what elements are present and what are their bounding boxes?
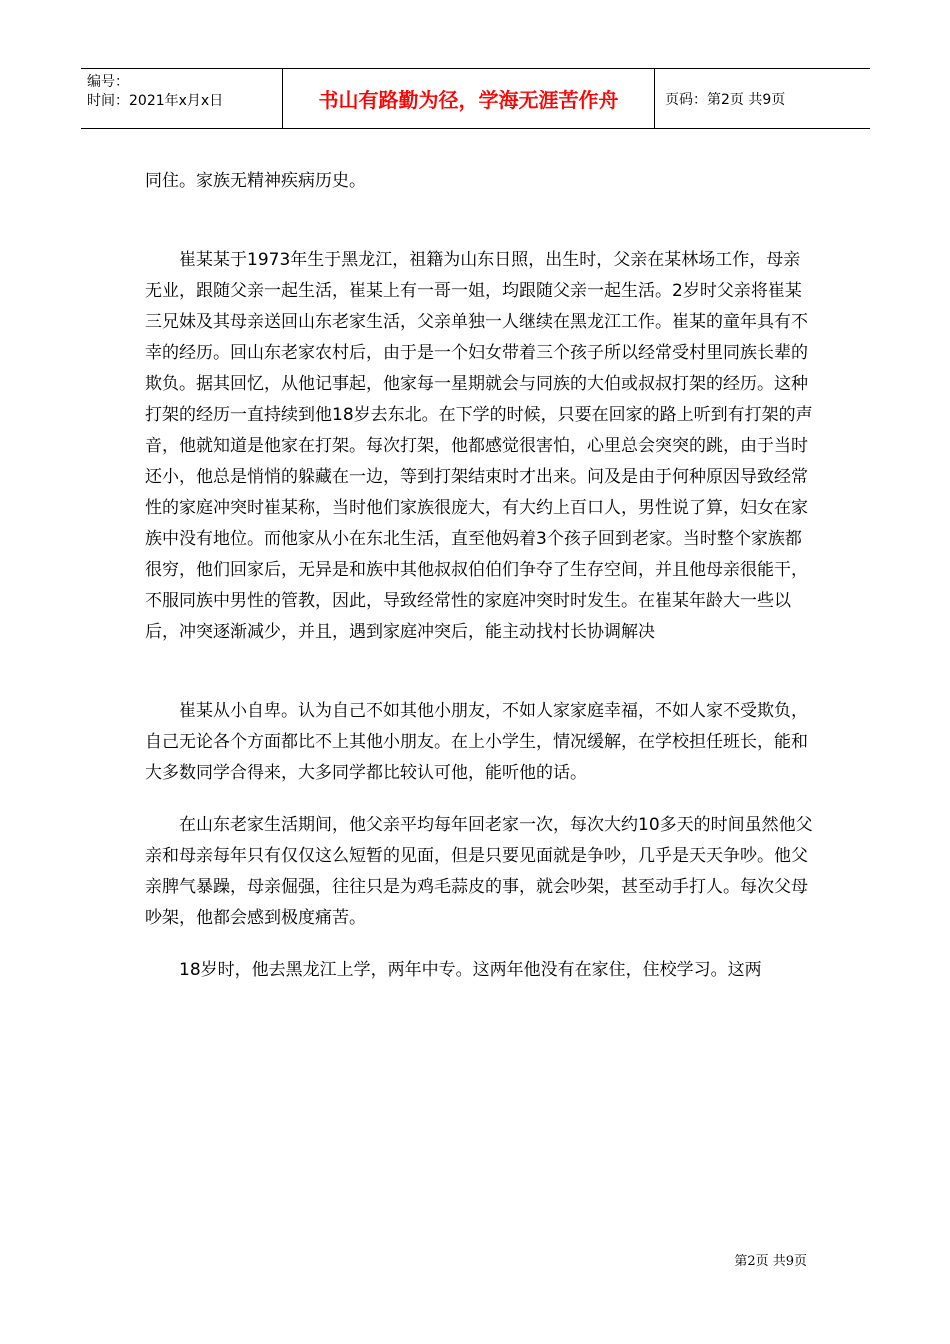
motto-text: 书山有路勤为径，学海无涯苦作舟 — [318, 88, 619, 112]
page-footer: 第2页 共9页 — [734, 1254, 807, 1269]
code-label: 编号： — [87, 74, 129, 90]
paragraph: 同住。家族无精神疾病历史。 — [145, 171, 366, 191]
paragraph: 在山东老家生活期间，他父亲平均每年回老家一次，每次大约10多天的时间虽然他父亲和母亲每年只有仅仅这么短暂的见面，但是只要见面就是争吵，几乎是天天争吵。他父亲脾气暴躁，母亲倔强，往往只是为鸡毛蒜皮的事，就会吵架，甚至动手打人。每次父母吵架，他都会感到极度痛苦。 — [145, 815, 813, 928]
paragraph: 18岁时，他去黑龙江上学，两年中专。这两年他没有在家住，住校学习。这两 — [179, 960, 762, 980]
paragraph: 崔某从小自卑。认为自己不如其他小朋友，不如人家家庭幸福，不如人家不受欺负，自己无论各个方面都比不上其他小朋友。在上小学生，情况缓解，在学校担任班长，能和大多数同学合得来，大多同学都比较认可他，能听他的话。 — [145, 701, 808, 783]
document-body — [145, 166, 817, 986]
header-page-label: 页码：第2页 共9页 — [665, 91, 786, 108]
header-meta-cell — [81, 69, 282, 128]
time-label: 时间：2021年x月x日 — [87, 93, 224, 109]
header-table — [81, 68, 870, 129]
header-motto-cell — [282, 69, 655, 128]
paragraph: 崔某某于1973年生于黑龙江，祖籍为山东日照，出生时，父亲在某林场工作，母亲无业，跟随父亲一起生活，崔某上有一哥一姐，均跟随父亲一起生活。2岁时父亲将崔某三兄妹及其母亲送回山东老家生活，父亲单独一人继续在黑龙江工作。崔某的童年具有不幸的经历。回山东老家农村后，由于是一个妇女带着三个孩子所以经常受村里同族长辈的欺负。据其回忆，从他记事起，他家每一星期就会与同族的大伯或叔叔打架的经历。这种打架的经历一直持续到他18岁去东北。在下学的时候，只要在回家的路上听到有打架的声音，他就知道是他家在打架。每次打架，他都感觉很害怕，心里总会突突的跳，由于当时还小，他总是悄悄的躲藏在一边，等到打架结束时才出来。问及是由于何种原因导致经常性的家庭冲突时崔某称，当时他们家族很庞大，有大约上百口人，男性说了算，妇女在家族中没有地位。而他家从小在东北生活，直至他妈着3个孩子回到老家。当时整个家族都很穷，他们回家后，无异是和族中其他叔叔伯伯们争夺了生存空间，并且他母亲很能干，不服同族中男性的管教，因此，导致经常性的家庭冲突时时发生。在崔某年龄大一些以后，冲突逐渐减少，并且，遇到家庭冲突后，能主动找村长协调解决 — [145, 250, 813, 642]
header-page-cell — [655, 69, 870, 128]
